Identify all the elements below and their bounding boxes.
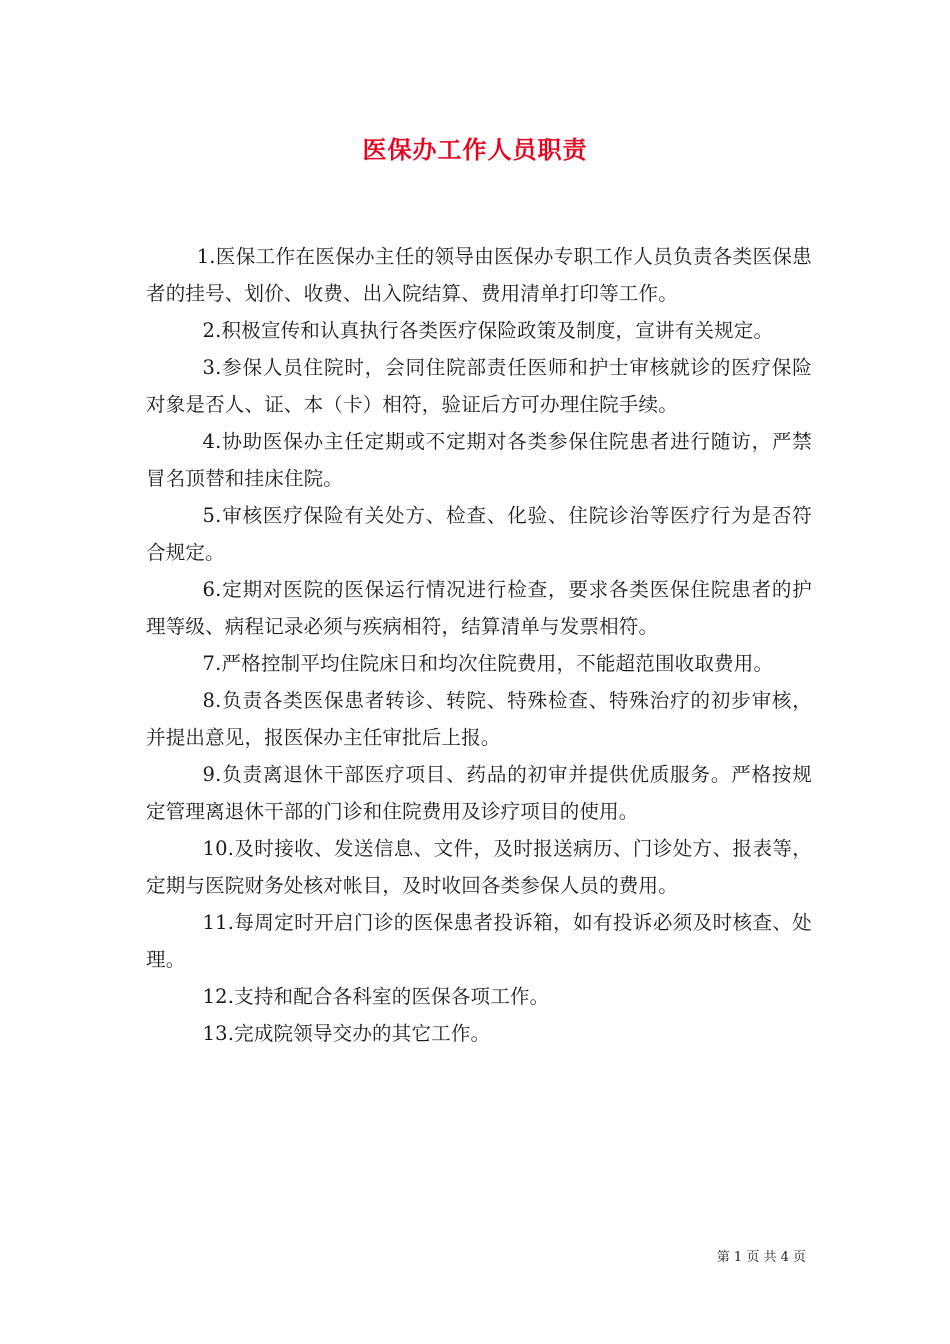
duty-item-9: 9.负责离退休干部医疗项目、药品的初审并提供优质服务。严格按规定管理离退休干部的门诊和住院费用及诊疗项目的使用。 [146, 763, 812, 823]
document-title: 医保办工作人员职责 [362, 135, 588, 164]
duty-item-2: 2.积极宣传和认真执行各类医疗保险政策及制度，宣讲有关规定。 [202, 319, 774, 342]
page-number-footer: 第 1 页 共 4 页 [716, 1250, 806, 1265]
duty-item-8: 8.负责各类医保患者转诊、转院、特殊检查、特殊治疗的初步审核，并提出意见，报医保办主任审批后上报。 [146, 689, 812, 749]
duty-item-5: 5.审核医疗保险有关处方、检查、化验、住院诊治等医疗行为是否符合规定。 [146, 504, 812, 564]
duty-item-7: 7.严格控制平均住院床日和均次住院费用，不能超范围收取费用。 [202, 652, 774, 675]
duty-item-11: 11.每周定时开启门诊的医保患者投诉箱，如有投诉必须及时核查、处理。 [146, 911, 812, 971]
duty-item-13: 13.完成院领导交办的其它工作。 [202, 1022, 491, 1045]
document-body [146, 238, 812, 1052]
duty-item-4: 4.协助医保办主任定期或不定期对各类参保住院患者进行随访，严禁冒名顶替和挂床住院。 [146, 430, 812, 490]
duty-item-1: 1.医保工作在医保办主任的领导由医保办专职工作人员负责各类医保患者的挂号、划价、收费、出入院结算、费用清单打印等工作。 [146, 245, 812, 305]
duty-item-10: 10.及时接收、发送信息、文件，及时报送病历、门诊处方、报表等，定期与医院财务处核对帐目，及时收回各类参保人员的费用。 [146, 837, 812, 897]
duty-item-3: 3.参保人员住院时，会同住院部责任医师和护士审核就诊的医疗保险对象是否人、证、本（卡）相符，验证后方可办理住院手续。 [146, 356, 812, 416]
duty-item-6: 6.定期对医院的医保运行情况进行检查，要求各类医保住院患者的护理等级、病程记录必须与疾病相符，结算清单与发票相符。 [146, 578, 812, 638]
duty-item-12: 12.支持和配合各科室的医保各项工作。 [202, 985, 550, 1008]
